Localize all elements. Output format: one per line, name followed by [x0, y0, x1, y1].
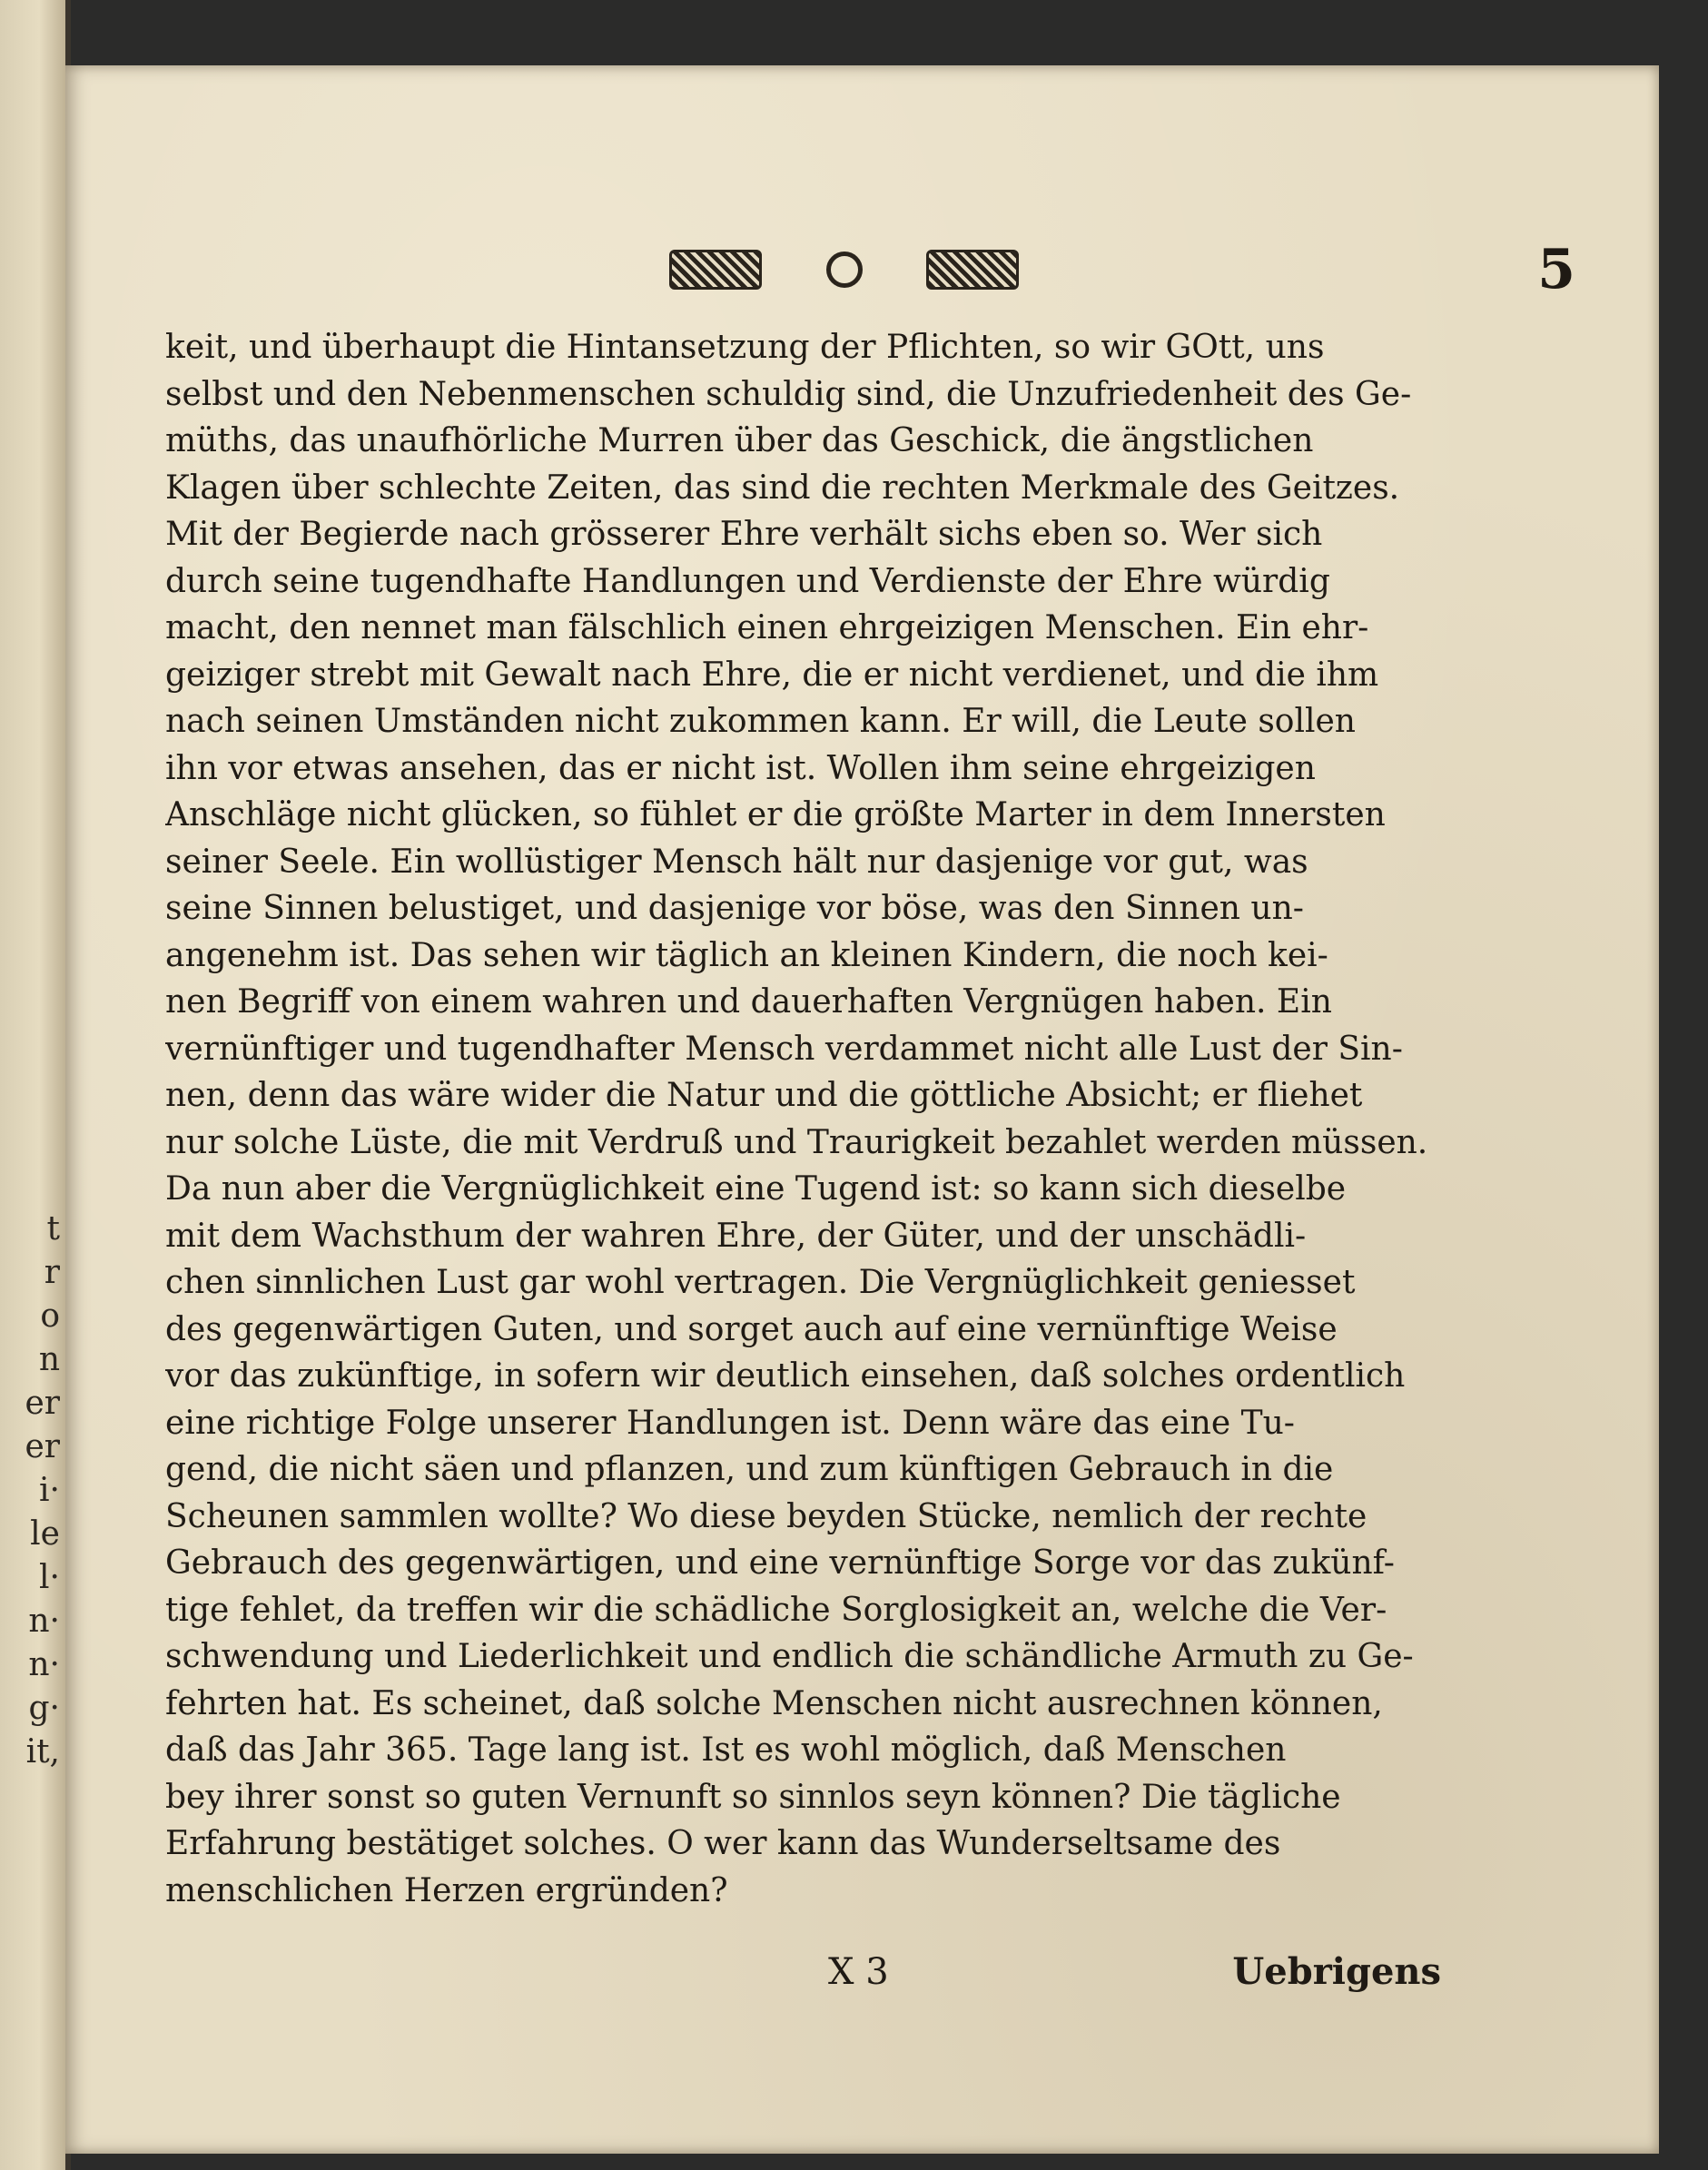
text-line: nur solche Lüste, die mit Verdruß und Traurigkeit bezahlet werden müssen. [165, 1123, 1428, 1161]
margin-letter: n· [28, 1603, 60, 1640]
text-line: durch seine tugendhafte Handlungen und Verdienste der Ehre würdig [165, 562, 1330, 600]
text-line: Gebrauch des gegenwärtigen, und eine vernünftige Sorge vor das zukünf- [165, 1544, 1395, 1582]
page-footer [65, 1940, 1659, 2004]
ornament-right-icon [926, 250, 1019, 290]
text-line: schwendung und Liederlichkeit und endlich die schändliche Armuth zu Ge- [165, 1638, 1414, 1675]
text-line: menschlichen Herzen ergründen? [165, 1871, 728, 1909]
left-page-edge [0, 0, 65, 2170]
text-line: Erfahrung bestätiget solches. O wer kann das Wunderseltsame des [165, 1825, 1281, 1862]
text-line: tige fehlet, da treffen wir die schädliche Sorglosigkeit an, welche die Ver- [165, 1591, 1387, 1629]
ornament-circle-icon [826, 252, 863, 288]
header-ornament [669, 238, 1019, 301]
margin-letter: t [46, 1210, 60, 1248]
page-header [65, 238, 1659, 301]
text-line: geiziger strebt mit Gewalt nach Ehre, die er nicht verdienet, und die ihm [165, 656, 1379, 694]
margin-letter: er [25, 1428, 60, 1465]
text-line: macht, den nennet man fälschlich einen ehrgeizigen Menschen. Ein ehr- [165, 609, 1369, 646]
text-line: bey ihrer sonst so guten Vernunft so sinnlos seyn können? Die tägliche [165, 1778, 1341, 1816]
margin-letter: le [30, 1515, 60, 1553]
page-number: 5 [1537, 238, 1575, 301]
text-line: fehrten hat. Es scheinet, daß solche Menschen nicht ausrechnen können, [165, 1684, 1383, 1722]
text-line: keit, und überhaupt die Hintansetzung der Pflichten, so wir GOtt, uns [165, 329, 1325, 366]
body-text [165, 324, 1496, 1914]
margin-letter: r [44, 1254, 60, 1291]
margin-letter: i· [39, 1472, 60, 1509]
text-line: vor das zukünftige, in sofern wir deutlich einsehen, daß solches ordentlich [165, 1357, 1406, 1395]
text-line: angenehm ist. Das sehen wir täglich an kleinen Kindern, die noch kei- [165, 936, 1328, 974]
margin-letter: er [25, 1385, 60, 1422]
margin-letter: it, [25, 1733, 60, 1771]
text-line: Mit der Begierde nach grösserer Ehre verhält sichs eben so. Wer sich [165, 516, 1323, 553]
margin-letter: n· [28, 1646, 60, 1683]
text-line: Anschläge nicht glücken, so fühlet er die größte Marter in dem Innersten [165, 796, 1386, 833]
text-line: nen, denn das wäre wider die Natur und die göttliche Absicht; er fliehet [165, 1077, 1363, 1114]
text-line: chen sinnlichen Lust gar wohl vertragen. Die Vergnüglichkeit geniesset [165, 1264, 1356, 1301]
ornament-left-icon [669, 250, 762, 290]
text-line: des gegenwärtigen Guten, und sorget auch auf eine vernünftige Weise [165, 1310, 1338, 1348]
catchword: Uebrigens [1232, 1950, 1441, 1993]
text-line: mit dem Wachsthum der wahren Ehre, der Güter, und der unschädli- [165, 1217, 1307, 1255]
book-page [65, 65, 1659, 2154]
text-line: seine Sinnen belustiget, und dasjenige vor böse, was den Sinnen un- [165, 890, 1304, 927]
text-line: selbst und den Nebenmenschen schuldig sind, die Unzufriedenheit des Ge- [165, 375, 1412, 413]
text-line: Klagen über schlechte Zeiten, das sind die rechten Merkmale des Geitzes. [165, 469, 1400, 507]
text-line: seiner Seele. Ein wollüstiger Mensch hält nur dasjenige vor gut, was [165, 843, 1308, 881]
text-line: Scheunen sammlen wollte? Wo diese beyden Stücke, nemlich der rechte [165, 1497, 1367, 1535]
text-line: müths, das unaufhörliche Murren über das Geschick, die ängstlichen [165, 422, 1314, 459]
text-line: vernünftiger und tugendhafter Mensch verdammet nicht alle Lust der Sin- [165, 1030, 1403, 1068]
text-line: ihn vor etwas ansehen, das er nicht ist. Wollen ihm seine ehrgeizigen [165, 749, 1316, 787]
signature-mark: X 3 [828, 1951, 889, 1993]
text-line: nen Begriff von einem wahren und dauerhaften Vergnügen haben. Ein [165, 983, 1332, 1021]
text-line: daß das Jahr 365. Tage lang ist. Ist es wohl möglich, daß Menschen [165, 1731, 1287, 1769]
text-line: Da nun aber die Vergnüglichkeit eine Tugend ist: so kann sich dieselbe [165, 1170, 1347, 1208]
left-margin-letters [2, 1208, 64, 1774]
margin-letter: o [40, 1297, 60, 1335]
margin-letter: n [38, 1341, 60, 1378]
text-line: gend, die nicht säen und pflanzen, und zum künftigen Gebrauch in die [165, 1451, 1334, 1488]
margin-letter: g· [28, 1690, 60, 1727]
margin-letter: l· [39, 1559, 60, 1596]
text-line: eine richtige Folge unserer Handlungen ist. Denn wäre das eine Tu- [165, 1404, 1295, 1442]
text-line: nach seinen Umständen nicht zukommen kann. Er will, die Leute sollen [165, 703, 1356, 740]
